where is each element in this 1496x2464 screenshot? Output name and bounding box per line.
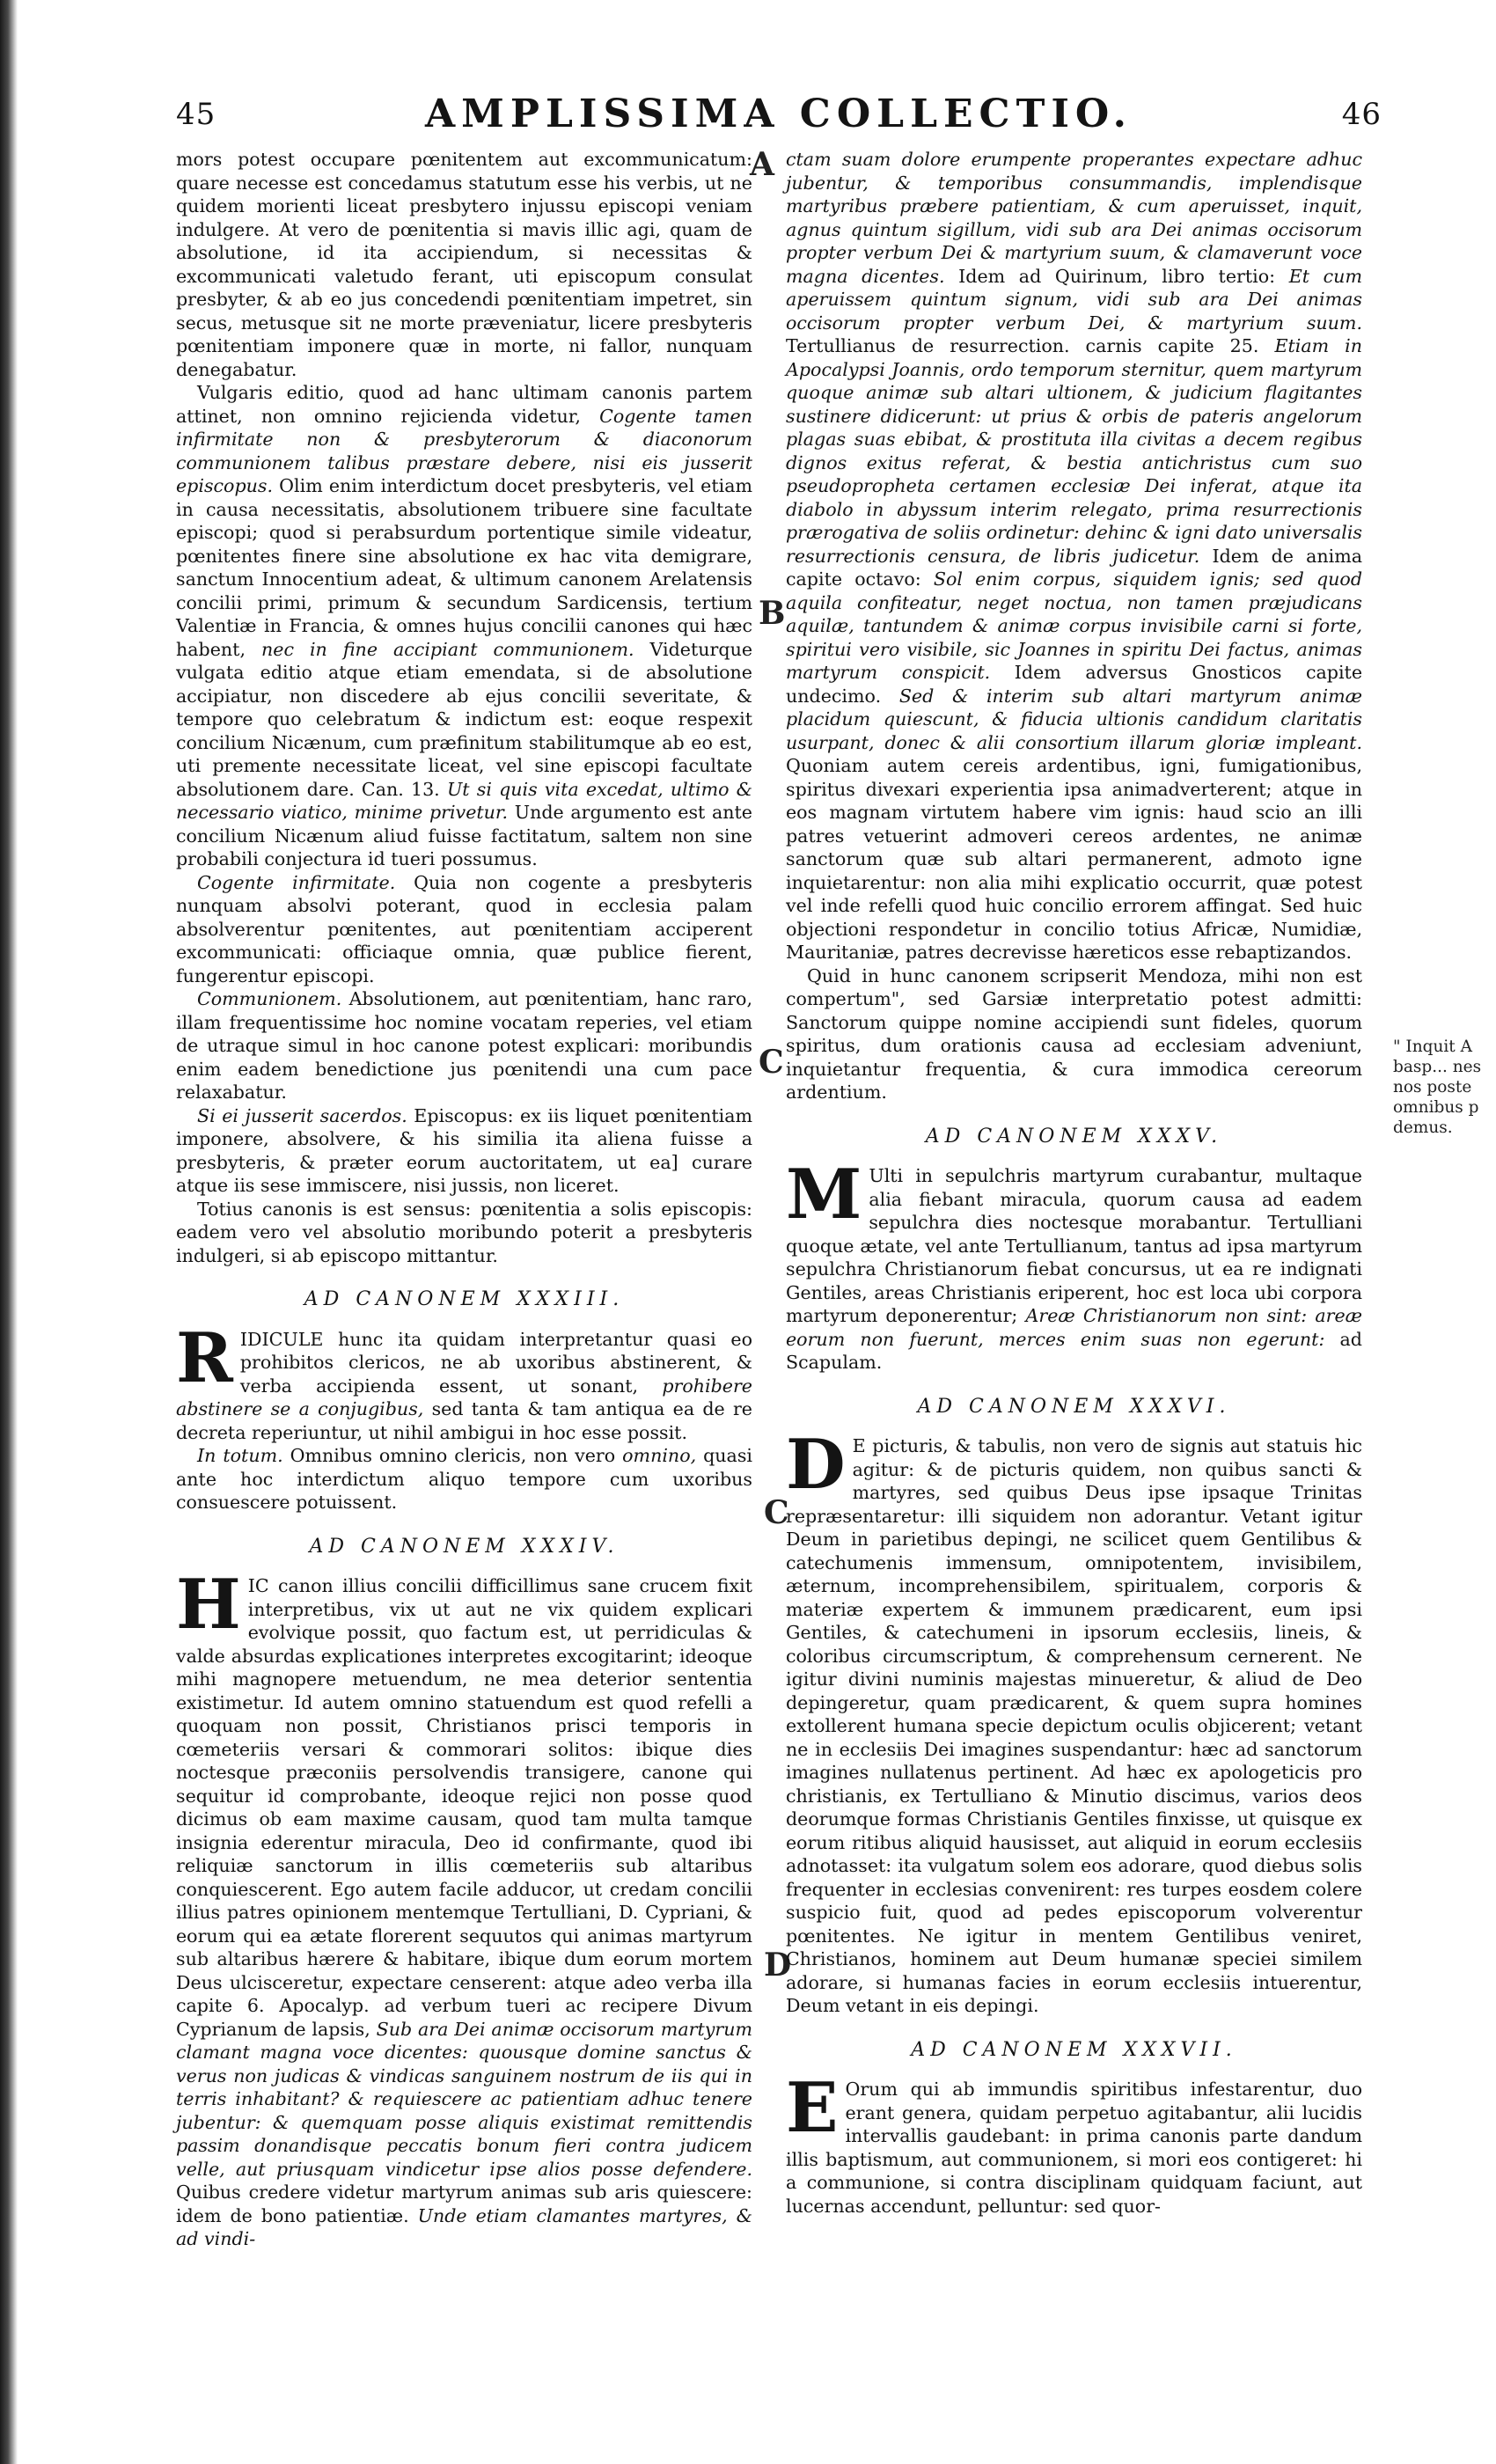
italic-lemma: Cogente infirmitate. [197, 871, 396, 893]
paragraph [176, 1104, 752, 1198]
italic-quote: Ut si quis vita excedat, ultimo & necessario viatico, minime privetur. [176, 778, 753, 823]
italic-quote: Et cum aperuissem quintum signum, vidi sub ara Dei animas occisorum propter verbum Dei, & martyrium suum. [786, 265, 1362, 334]
paragraph [786, 1155, 1362, 1375]
margin-letter-c-right: C [759, 1044, 784, 1081]
right-column [786, 148, 1362, 2218]
text-run: sed tanta & tam antiqua ea de re decreta reperiuntur, ut nihil ambigui in hoc esse possit. [176, 1398, 752, 1443]
italic-quote: nec in fine accipiant communionem. [261, 638, 634, 660]
side-note-line: demus. [1393, 1118, 1453, 1137]
italic-lemma: In totum. [197, 1445, 283, 1466]
text-run: IC canon illius concilii difficillimus sane crucem fixit interpretibus, vix ut aut ne vix quidem explicari evolvique possit, quo factum est, ut perridiculas & valde absurdas explicationes interpretes excogitarint; ideoque mihi magnopere metuendum, ne mea deterior sententia existimetur. Id autem omnino statuendum est quod refelli a quoquam non possit, Christianos prisci temporis in cœmeteriis versari & commorari solitos: ibique dies noctesque præconiis persolvendis transigere, canone qui sequitur id comprobante, ideoque rejici non posse quod dicimus ob eam maxime causam, quod tam multa tamque insignia ederentur miracula, Deo id confirmante, quod ibi reliquiæ sanctorum in illis cœmeteriis sub altaribus conquiescerent. Ego autem facile adducor, ut credam concilii illius patres opinionem mentemque Tertulliani, D. Cypriani, & eorum qui ea ætate florerent sequutos qui animas martyrum sub altaribus hærere & habitare, ibique dum eorum mortem Deus ulcisceretur, expectare censerent: atque adeo verba illa capite 6. Apocalyp. ad verbum tueri ac recipere Divum Cyprianum de lapsis, [176, 1575, 752, 2040]
paragraph: Quid in hunc canonem scripserit Mendoza, mihi non est compertum", sed Garsiæ interpretatio potest admitti: Sanctorum quippe nomine accipiendi sunt fideles, quorum spiritus, dum orationis causa ad ecclesiam adveniunt, inquietantur frequentia, & cura immodica cereorum ardentium. [786, 964, 1362, 1103]
italic-quote: Sol enim corpus, siquidem ignis; sed quod aquila confiteatur, neget noctua, non tamen præjudicans aquilæ, tantundem & animæ corpus invisibile carni si forte, spiritui vero visibile, sic Joannes in spiritu Dei factus, animas martyrum conspicit. [786, 568, 1363, 683]
italic-quote: Sed & interim sub altari martyrum animæ placidum quiescunt, & fiducia ultionis candidum claritatis usurpant, donec & alii consortium illarum gloriæ impleant. [786, 685, 1362, 753]
paragraph [176, 987, 752, 1104]
text-run: Absolutionem, aut pœnitentiam, hanc raro, illam frequentissime hoc nomine vocatam reperies, vel etiam de utraque simul in hoc canone potest explicari: moribundis enim eadem benedictione jus pœnitendi una cum pace relaxabatur. [176, 988, 752, 1103]
drop-cap: D [786, 1425, 846, 1505]
italic-quote: Areæ Christianorum non sint: areæ eorum non fuerunt, merces enim suas non egerunt: [786, 1305, 1362, 1350]
section-heading-canon-36: AD CANONEM XXXVI. [917, 1395, 1231, 1418]
side-note [1393, 1037, 1494, 1138]
drop-cap: R [176, 1317, 233, 1398]
text-run: Omnibus omnino clericis, non vero [290, 1445, 616, 1466]
section-heading-canon-35: AD CANONEM XXXV. [925, 1125, 1223, 1148]
italic-quote: ctam suam dolore erumpente properantes expectare adhuc jubentur, & temporibus consummandis, implendisque martyribus præbere patientiam, & cum aperuisset, inquit, agnus quintum sigillum, vidi sub ara Dei animas occisorum propter verbum Dei & martyrium suum, & clamaverunt voce magna dicentes. [786, 149, 1362, 287]
page-gutter-shadow [0, 0, 18, 2464]
text-run: Vulgaris editio, quod ad hanc ultimam canonis partem attinet, non omnino rejicienda videtur, [176, 382, 752, 427]
text-run: Videturque vulgata editio atque etiam emendata, si de absolutione accipiatur, non discedere ab ejus concilii severitate, & tempore quo celebratum & indictum est: eoque respexit concilium Nicænum, cum præfinitum stabilitumque ab eo est, uti premente necessitate liceat, vel sine episcopi facultate absolutionem dare. Can. 13. [176, 638, 753, 800]
text-run: Idem ad Quirinum, libro tertio: [958, 265, 1276, 287]
drop-cap: H [176, 1565, 241, 1645]
text-run: Quoniam autem cereis ardentibus, igni, fumigationibus, spiritus divexari experientia ipsa animadverterent; atque in eos magnam virtutem habere vim ignis: haud scio an illi patres vetuerint admoveri cereos ardentes, ne animæ sanctorum quæ sub altari permanerent, admoto igne inquietarentur: non alia mihi explicatio occurrit, quæ potest vel inde refelli quod huic concilio errorem affingat. Sed huic objectioni respondetur in concilio totius Africæ, Numidiæ, Mauritaniæ, patres decrevisse hæreticos esse rebaptizandos. [786, 755, 1362, 963]
text-run: Unde argumento est ante concilium Nicænum aliud fuisse factitatum, saltem non sine probabili conjectura id tueri possumus. [176, 802, 752, 869]
section-heading-canon-34: AD CANONEM XXXIV. [309, 1535, 620, 1558]
margin-letter-d: D [764, 1947, 792, 1984]
text-run: Episcopus: ex iis liquet pœnitentiam imponere, absolvere, & his similia ita aliena fuisse a presbyteris, & præter eorum auctoritatem, ut ea] curare atque iis sese immiscere, nisi jussis, non liceret. [176, 1104, 752, 1196]
margin-letter-b: B [759, 595, 786, 632]
page-number-right: 46 [1341, 97, 1382, 132]
text-run: ad Scapulam. [786, 1328, 1362, 1373]
drop-cap: E [786, 2068, 839, 2148]
paragraph: mors potest occupare pœnitentem aut excommunicatum: quare necesse est concedamus statutum esse his verbis, ut ne quidem morienti liceat presbytero injussu episcopi veniam indulgere. At vero de pœnitentia si mavis illic agi, quam de absolutione, id ita accipiendum, si necessitas & excommunicati valetudo ferant, uti episcopum consulat presbyter, & ab eo jus concedendi pœnitentiam impetret, sin secus, metusque sit ne morte præveniatur, licere presbyteris pœnitentiam imponere quæ in morte, ni fallor, nunquam denegabatur. [176, 149, 752, 380]
side-note-line: omnibus p [1393, 1098, 1479, 1117]
paragraph: Totius canonis is est sensus: pœnitentia a solis episcopis: eadem vero vel absolutio moribundo poterit a presbyteris indulgeri, si ab episcopo mittantur. [176, 1198, 752, 1266]
drop-cap: M [786, 1155, 862, 1235]
side-note-line: " Inquit A [1393, 1038, 1472, 1056]
text-run: Quia non cogente a presbyteris nunquam absolvi poterant, quod in ecclesia palam absolverentur pœnitentes, aut pœnitentiam acciperent excommunicati: officiaque omnia, quæ publice fierent, fungerentur episcopi. [176, 871, 752, 986]
running-title: AMPLISSIMA COLLECTIO. [425, 92, 1133, 136]
paragraph [176, 1317, 752, 1445]
italic-lemma: Si ei jusserit sacerdos. [197, 1104, 407, 1126]
paragraph [176, 1444, 752, 1514]
italic-quote: Etiam in Apocalypsi Joannis, ordo temporum sternitur, quem martyrum quoque animæ sub altari ultionem, & judicium flagitantes sustinere didicerunt: ut prius & orbis de pateris angelorum plagas suas ebibat, & prostituta illa civitas a decem regibus dignos exitus referat, & bestia antichristus cum suo pseudopropheta certamen ecclesiæ Dei inferat, atque ita diabolo in abyssum interim relegato, prima resurrectionis prærogativa de soliis ordinetur: dehinc & igni dato universalis resurrectionis censura, de libris judicetur. [786, 335, 1363, 567]
text-run: Idem de anima capite octavo: [786, 545, 1362, 590]
left-column [176, 148, 752, 2251]
italic-quote: omnino, [622, 1445, 697, 1466]
text-run: Quibus credere videtur martyrum animas sub aris quiescere: idem de bono patientiæ. [176, 2182, 752, 2226]
italic-quote: Cogente tamen infirmitate non & presbyterorum & diaconorum communionem talibus præstare debere, nisi eis jusserit episcopus. [176, 405, 753, 496]
text-run: Idem adversus Gnosticos capite undecimo. [786, 662, 1363, 707]
paragraph [176, 1565, 752, 2251]
italic-quote: prohibere abstinere se a conjugibus, [176, 1375, 752, 1419]
text-run: Olim enim interdictum docet presbyteris, vel etiam in causa necessitatis, absolutionem tribuere sine facultate episcopi; quod si perabsurdum portentique simile videatur, pœnitentes finere sine absolutione ex hac vita demigrare, sanctum Innocentium adeat, & ultimum canonem Arelatensis concilii primi, primum & secundum Sardicensis, tertium Valentiæ in Francia, & omnes hujus concilii canones qui hæc habent, [176, 475, 752, 660]
text-run: Tertullianus de resurrection. carnis capite 25. [786, 335, 1259, 356]
italic-quote: Unde etiam clamantes martyres, & ad vindi- [176, 2204, 752, 2249]
side-note-line: basp... nes [1393, 1058, 1482, 1076]
paragraph [176, 381, 752, 871]
text-run: IDICULE hunc ita quidam interpretantur quasi eo prohibitos clericos, ne ab uxoribus abstinerent, & verba accipienda essent, ut sonant, [239, 1328, 752, 1397]
italic-quote: Sub ara Dei animæ occisorum martyrum clamant magna voce dicentes: quousque domine sanctus & verus non judicas & vindicas sanguinem nostrum de iis qui in terris inhabitant? & requiescere ac patientiam adhuc tenere jubentur: & quemquam posse aliquis existimat remittendis passim donandisque peccatis bonum fieri contra judicem velle, aut priusquam vindicetur ipse alios posse defendere. [176, 2018, 752, 2180]
margin-letter-a: A [750, 146, 774, 183]
margin-letter-c-left: C [764, 1494, 789, 1531]
text-run: Orum qui ab immundis spiritibus infestarentur, duo erant genera, quidam perpetuo agitabantur, alii lucidis intervallis gaudebant: in prima canonis parte dandum illis baptismum, aut communionem, si mori eos contigeret: hi a communione, si contra disciplinam quidquam faciunt, aut lucernas accendunt, pelluntur: sed quor- [786, 2079, 1362, 2217]
paragraph [176, 871, 752, 988]
paragraph [786, 2068, 1362, 2218]
page-header [176, 92, 1382, 144]
side-note-line: nos poste [1393, 1078, 1472, 1096]
section-heading-canon-37: AD CANONEM XXXVII. [911, 2038, 1237, 2061]
italic-lemma: Communionem. [197, 988, 342, 1009]
page-number-left: 45 [176, 97, 216, 132]
section-heading-canon-33: AD CANONEM XXXIII. [304, 1288, 625, 1310]
text-run: E picturis, & tabulis, non vero de signis aut statuis hic agitur: & de picturis quidem, non quibus sancti & martyres, sed quibus Deus ipse ipsaque Trinitas repræsentaretur: illi siquidem non adorantur. Vetant igitur Deum in parietibus depingi, ne scilicet quem Gentilibus & catechumenis immensum, omnipotentem, invisibilem, æternum, incomprehensibilem, spiritualem, corporis & materiæ expertem & immunem prædicarent, eum ipsi Gentiles, & catechumeni in ipsorum ecclesiis, lineis, & coloribus circumscriptum, & comprehensum cernerent. Ne igitur divini numinis majestas minueretur, & aliud de Deo depingeretur, quam prædicarent, & quem supra homines extollerent humana specie depictum oculis objicerent; vetant ne in ecclesiis Dei imagines suspendantur: hæc ad sanctorum imagines nullatenus pertinent. Ad hæc ex apologeticis pro christianis, ex Tertulliano & Minutio discimus, varios deos deorumque formas Christianis Gentiles finxisse, ut quisque ex eorum ritibus aliquid hausisset, aut aliquid in eorum ecclesiis adnotasset: ita vulgatum solem eos adorare, quod diebus solis frequenter in ecclesias convenirent: res turpes eosdem colere suspicio fuit, quod ad pedes episcoporum volverentur pœnitentes. Ne igitur in mentem Gentilibus veniret, Christianos, hominem aut Deum humanæ speciei similem adorare, si humanas facies in eorum ecclesiis intuerentur, Deum vetant in eis depingi. [786, 1435, 1362, 2016]
text-run: Ulti in sepulchris martyrum curabantur, multaque alia fiebant miracula, quorum causa ad eadem sepulchra dies noctesque morabantur. Tertulliani quoque ætate, vel ante Tertullianum, tantus ad ipsa martyrum sepulchra Christianorum fiebat concursus, ut ea re indignati Gentiles, areas Christianis eriperent, hoc est loca ubi corpora martyrum deponerentur; [786, 1165, 1362, 1326]
paragraph [786, 148, 1362, 964]
text-run: quasi ante hoc interdictum aliquo tempore cum uxoribus consuescere potuissent. [176, 1445, 752, 1513]
paragraph [786, 1425, 1362, 2018]
